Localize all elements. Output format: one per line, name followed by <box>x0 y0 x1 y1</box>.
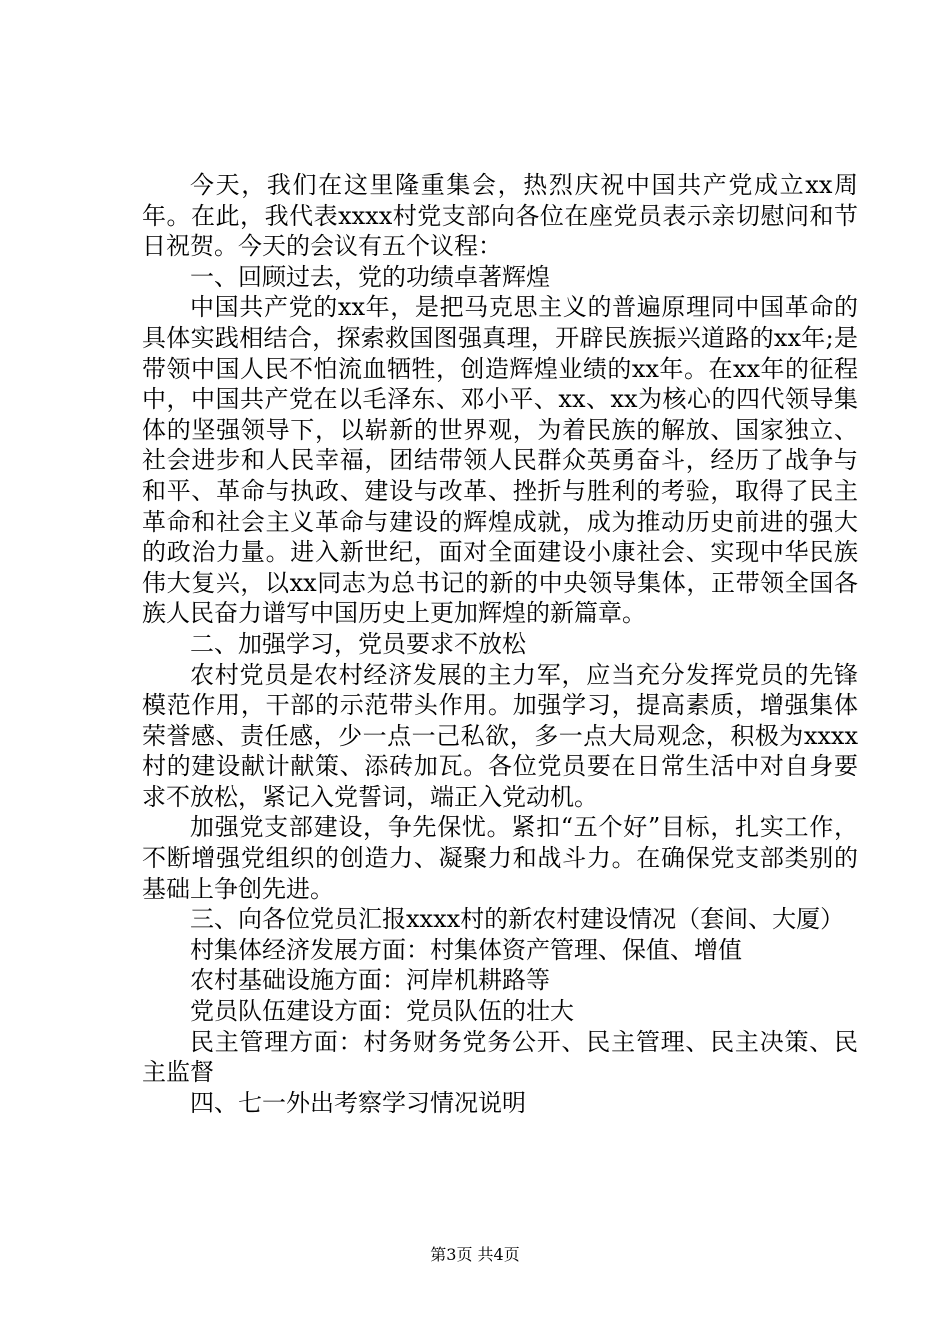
paragraph-section-2a: 农村党员是农村经济发展的主力军，应当充分发挥党员的先锋模范作用，干部的示范带头作用。加强学习，提高素质，增强集体荣誉感、责任感，少一点一己私欲，多一点大局观念，积极为xxxx村的建设献计献策、添砖加瓦。各位党员要在日常生活中对自身要求不放松，紧记入党誓词，端正入党动机。 <box>142 660 858 811</box>
document-body <box>142 170 858 1118</box>
list-item: 民主管理方面：村务财务党务公开、民主管理、民主决策、民主监督 <box>142 1027 858 1087</box>
paragraph-section-2b: 加强党支部建设，争先保忧。紧扣“五个好”目标，扎实工作，不断增强党组织的创造力、凝聚力和战斗力。在确保党支部类别的基础上争创先进。 <box>142 813 858 903</box>
list-item: 农村基础设施方面：河岸机耕路等 <box>190 966 550 995</box>
heading-section-2: 二、加强学习，党员要求不放松 <box>190 629 526 658</box>
heading-section-4: 四、七一外出考察学习情况说明 <box>190 1088 526 1117</box>
page-footer <box>0 1245 950 1265</box>
paragraph-intro: 今天，我们在这里隆重集会，热烈庆祝中国共产党成立xx周年。在此，我代表xxxx村党支部向各位在座党员表示亲切慰问和节日祝贺。今天的会议有五个议程： <box>142 171 858 261</box>
list-item: 党员队伍建设方面：党员队伍的壮大 <box>190 997 574 1026</box>
page-number: 第3页 共4页 <box>430 1245 520 1264</box>
list-item: 村集体经济发展方面：村集体资产管理、保值、增值 <box>190 935 742 964</box>
paragraph-section-1: 中国共产党的xx年，是把马克思主义的普遍原理同中国革命的具体实践相结合，探索救国图强真理，开辟民族振兴道路的xx年;是带领中国人民不怕流血牺牲，创造辉煌业绩的xx年。在xx年的征程中，中国共产党在以毛泽东、邓小平、xx、xx为核心的四代领导集体的坚强领导下，以崭新的世界观，为着民族的解放、国家独立、社会进步和人民幸福，团结带领人民群众英勇奋斗，经历了战争与和平、革命与执政、建设与改革、挫折与胜利的考验，取得了民主革命和社会主义革命与建设的辉煌成就，成为推动历史前进的强大的政治力量。进入新世纪，面对全面建设小康社会、实现中华民族伟大复兴，以xx同志为总书记的新的中央领导集体，正带领全国各族人民奋力谱写中国历史上更加辉煌的新篇章。 <box>142 293 858 628</box>
heading-section-1: 一、回顾过去，党的功绩卓著辉煌 <box>190 262 550 291</box>
heading-section-3: 三、向各位党员汇报xxxx村的新农村建设情况（套间、大厦） <box>190 905 845 934</box>
